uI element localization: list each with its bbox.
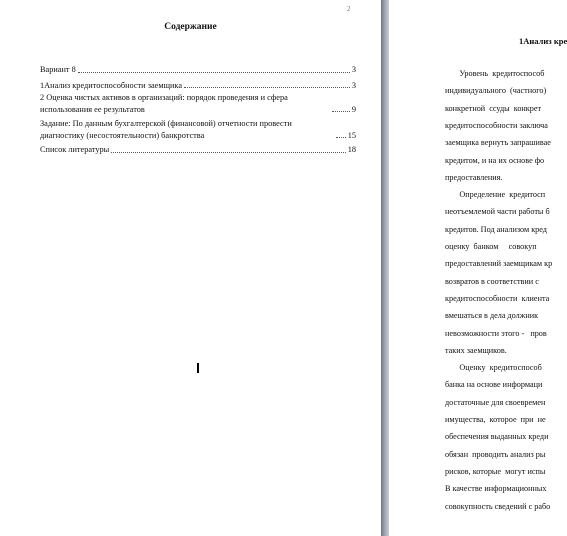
text-line: совокупность сведений с рабо [445,501,551,511]
toc-entry-page: 3 [351,65,356,74]
dot-leader [78,72,350,73]
toc-entry[interactable] [40,144,356,156]
text-line: неотъемлемой части работы б [445,207,550,217]
text-line: индивидуального (частного) [445,86,547,96]
text-line: имущества, которое при не [445,415,546,424]
text-line: обеспечения выданных креди [445,432,549,442]
toc-entry-text: 1Анализ кредитоспособности заемщика [40,80,183,90]
toc-entry-page: 15 [347,130,356,140]
text-line: вмешаться в дела должник [445,311,539,321]
text-line: таких заемщиков. [445,345,507,355]
toc-entry[interactable] [40,80,356,92]
text-line: рисков, которые могут испы [445,466,546,476]
text-line: В качестве информационных [445,484,547,494]
toc-entry-text: Список литературы [40,145,110,154]
text-line: Определение кредитосп [445,190,546,200]
text-cursor [197,363,199,373]
right-document-page [389,0,567,536]
dot-leader [336,137,346,138]
text-line: предоставлений заемщикам кр [445,259,553,269]
text-line: кредитом, и на их основе фо [445,155,545,165]
dot-leader [184,87,350,88]
toc-entry-page: 18 [347,145,356,154]
text-line: возвратов в соответствии с [445,276,539,286]
toc-entry-text: Задание: По данным бухгалтерской (финансовой) отчетности провести диагностику (несостоятельности) банкротства [40,119,292,140]
text-line: банка на основе информаци [445,380,543,390]
toc-entry-text: 2 Оценка чистых активов в организаций: порядок проведения и сфера использования ее результатов [40,93,288,114]
text-line: кредитов. Под анализом кред [445,224,547,234]
toc-entry[interactable] [40,118,356,141]
toc-entry[interactable] [40,92,356,115]
text-line: оценку банком совокуп [445,242,537,251]
dot-leader [332,111,350,112]
section-heading: 1Анализ кре [519,36,567,46]
toc-entry-page: 9 [351,104,356,114]
toc-entry-text: Вариант 8 [40,65,76,74]
page-gutter [381,0,389,536]
text-line: кредитоспособности клиента [445,293,550,303]
toc-entry-page: 3 [351,80,356,90]
toc-title: Содержание [164,22,217,32]
text-line: обязан проводить анализ ры [445,449,546,459]
text-line: заемщика вернуть запрашивае [445,138,551,148]
dot-leader [111,152,345,153]
text-line: невозможности этого - пров [445,328,547,338]
text-line: кредитоспособности заключа [445,120,548,130]
text-line: конкретной ссуды конкрет [445,103,542,113]
text-line: Оценку кредитоспособ [445,363,542,373]
page-number: 2 [347,5,351,13]
table-of-contents [40,64,356,156]
toc-entry[interactable] [40,64,356,76]
text-line: достаточные для своевремен [445,397,546,407]
text-line: Уровень кредитоспособ [445,69,545,78]
text-line: предоставления. [445,172,503,182]
